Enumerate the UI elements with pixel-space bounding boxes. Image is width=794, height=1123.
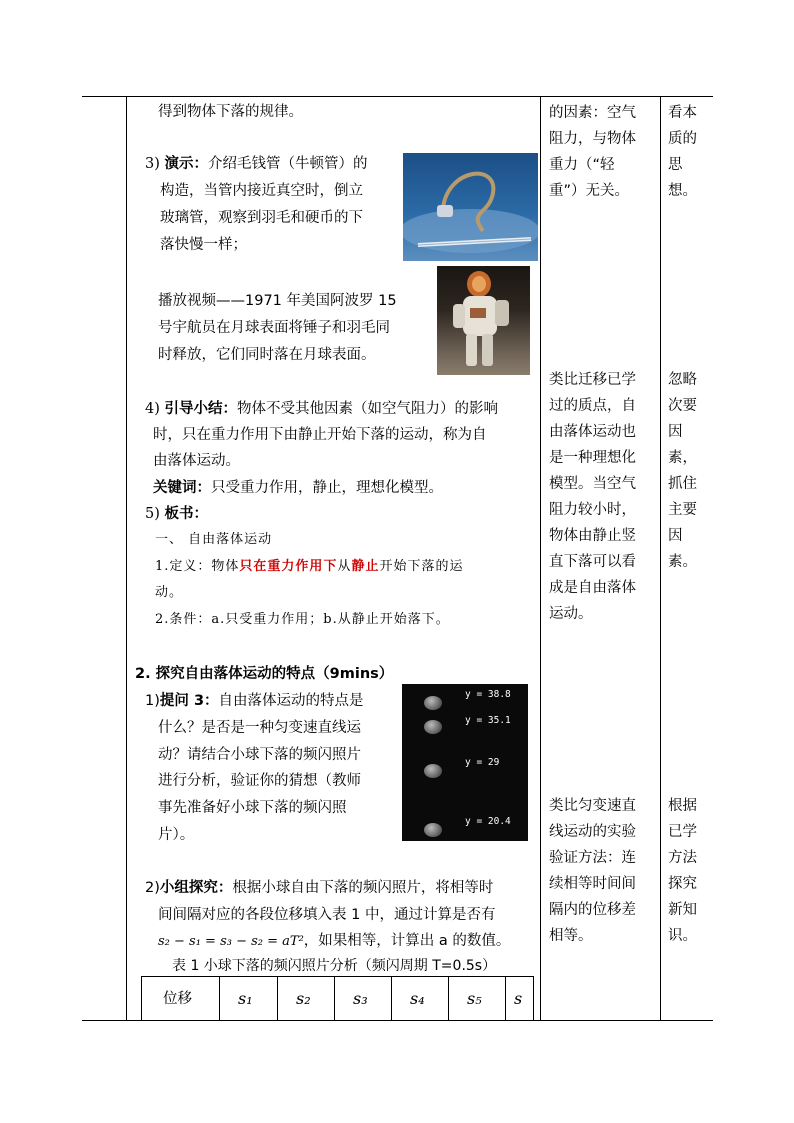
question3-text-line: 什么？是否是一种匀变速直线运 xyxy=(158,720,361,736)
inner-table-divider xyxy=(533,976,534,1020)
item4-text-line: 时，只在重力作用下由静止开始下落的运动，称为自 xyxy=(153,427,487,443)
board-definition-end: 动。 xyxy=(155,585,184,600)
item4-number: 4) xyxy=(145,401,165,417)
strobe-position-label: y = 20.4 xyxy=(465,816,511,827)
inner-table-top-border xyxy=(141,976,533,977)
strobe-position-label: y = 29 xyxy=(465,757,500,768)
keyword-heading: 关键词： xyxy=(153,480,211,496)
item3-text-line: 构造，当管内接近真空时，倒立 xyxy=(160,183,363,199)
question3-first-line xyxy=(145,690,364,712)
group-heading: 小组探究： xyxy=(159,880,233,896)
item3-text-line: 玻璃管，观察到羽毛和硬币的下 xyxy=(160,210,363,226)
ball-image xyxy=(424,720,442,734)
question3-text-line: 片）。 xyxy=(158,827,195,843)
table-caption: 表 1 小球下落的频闪照片分析（频闪周期 T=0.5s） xyxy=(172,958,497,974)
question3-number: 1) xyxy=(145,693,160,709)
table-header-cell: s₄ xyxy=(410,989,425,1008)
table-bottom-border xyxy=(82,1020,713,1021)
question3-text-line: 自由落体运动的特点是 xyxy=(218,693,364,709)
item3-heading: 演示： xyxy=(164,156,208,172)
inner-table-divider xyxy=(141,976,142,1020)
keyword-text: 只受重力作用，静止，理想化模型。 xyxy=(211,480,443,496)
formula-tail: ，如果相等，计算出 a 的数值。 xyxy=(303,933,511,949)
board-definition-line xyxy=(155,556,463,578)
col4-block: 根据 已学 方法 探究 新知 识。 xyxy=(668,798,697,944)
inner-table-divider xyxy=(334,976,335,1020)
continued-line: 得到物体下落的规律。 xyxy=(158,104,303,120)
column-divider-1 xyxy=(126,96,127,1021)
astronaut-photo xyxy=(437,266,530,375)
newton-tube-photo xyxy=(403,153,538,261)
board-def-text: 从 xyxy=(337,559,352,574)
keyword-line xyxy=(153,477,443,499)
video-text-line: 时释放，它们同时落在月球表面。 xyxy=(158,347,376,363)
group-number: 2) xyxy=(145,880,160,896)
column-divider-2 xyxy=(540,96,541,1021)
table-top-border xyxy=(82,96,713,97)
board-condition: 2.条件：a.只受重力作用；b.从静止开始落下。 xyxy=(155,612,450,627)
table-header-cell: s xyxy=(514,989,523,1008)
item5-heading: 板书： xyxy=(164,506,208,522)
inner-table-divider xyxy=(448,976,449,1020)
table-header-cell: s₁ xyxy=(238,989,253,1008)
video-text-line: 号宇航员在月球表面将锤子和羽毛同 xyxy=(158,320,390,336)
col3-block: 类比迁移已学 过的质点，自 由落体运动也 是一种理想化 模型。当空气 阻力较小时， 物体由静止竖 直下落可以看 成是自由落体 运动。 xyxy=(549,372,636,622)
formula: s₂ − s₁ = s₃ − s₂ = aT² xyxy=(158,934,304,949)
item5-line xyxy=(145,503,208,525)
col4-block: 看本 质的 思 想。 xyxy=(668,105,697,199)
table-header-cell: s₂ xyxy=(296,989,311,1008)
question3-heading: 提问 3： xyxy=(159,693,219,709)
group-first-line xyxy=(145,877,493,899)
board-def-text: 开始下落的运 xyxy=(379,559,464,574)
inner-table-divider xyxy=(219,976,220,1020)
question3-text-line: 进行分析，验证你的猜想（教师 xyxy=(158,773,361,789)
col4-block: 忽略 次要 因 素， 抓住 主要 因 素。 xyxy=(668,372,697,570)
col3-block: 类比匀变速直 线运动的实验 验证方法：连 续相等时间间 隔内的位移差 相等。 xyxy=(549,798,636,944)
group-text-line: 间间隔对应的各段位移填入表 1 中，通过计算是否有 xyxy=(158,907,496,923)
item4-text-line: 由落体运动。 xyxy=(153,453,240,469)
strobe-position-label: y = 38.8 xyxy=(465,689,511,700)
inner-table-divider xyxy=(391,976,392,1020)
ball-image xyxy=(424,764,442,778)
question3-text-line: 事先准备好小球下落的频闪照 xyxy=(158,800,347,816)
table-header-cell: s₅ xyxy=(467,989,482,1008)
col3-block: 的因素：空气 阻力，与物体 重力（“轻 重”）无关。 xyxy=(549,105,636,199)
ball-image xyxy=(424,823,442,837)
board-def-highlight: 只在重力作用下 xyxy=(239,559,338,574)
video-text-line: 播放视频——1971 年美国阿波罗 15 xyxy=(158,293,397,309)
group-text-line: 根据小球自由下落的频闪照片，将相等时 xyxy=(232,880,494,896)
item5-number: 5) xyxy=(145,506,165,522)
column-divider-3 xyxy=(660,96,661,1021)
item3-number: 3) xyxy=(145,156,165,172)
board-def-text: 1.定义：物体 xyxy=(155,559,240,574)
item3-text-line: 介绍毛钱管（牛顿管）的 xyxy=(208,156,368,172)
question3-text-line: 动？请结合小球下落的频闪照片 xyxy=(158,747,361,763)
formula-line xyxy=(158,930,510,953)
board-title: 一、 自由落体运动 xyxy=(155,532,273,547)
table-header-cell: 位移 xyxy=(163,991,192,1007)
item4-first-line xyxy=(145,398,498,420)
board-def-highlight: 静止 xyxy=(351,559,380,574)
section2-title: 2. 探究自由落体运动的特点（9mins） xyxy=(135,666,394,682)
ball-image xyxy=(424,696,442,710)
strobe-photo xyxy=(402,684,528,841)
item4-heading: 引导小结： xyxy=(164,401,237,417)
inner-table-divider xyxy=(277,976,278,1020)
item3-first-line xyxy=(145,153,368,175)
item3-text-line: 落快慢一样； xyxy=(160,237,247,253)
item4-text-line: 物体不受其他因素（如空气阻力）的影响 xyxy=(237,401,498,417)
table-header-cell: s₃ xyxy=(353,989,368,1008)
inner-table-divider xyxy=(505,976,506,1020)
strobe-position-label: y = 35.1 xyxy=(465,715,511,726)
